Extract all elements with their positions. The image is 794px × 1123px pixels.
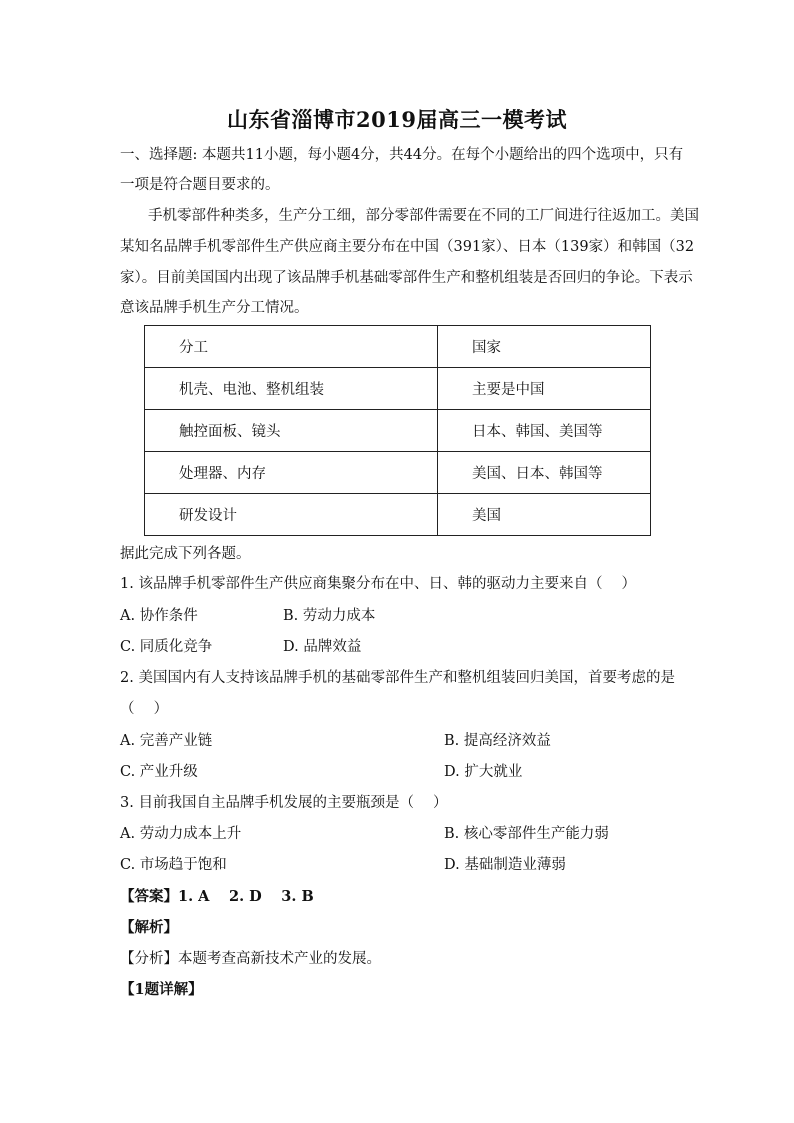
page-title: 山东省淄博市2019届高三一模考试 [227,107,567,132]
table-row [145,452,651,494]
question-1-option-d: D. 品牌效益 [283,639,362,655]
detail-heading: 【1题详解】 [120,981,203,998]
table-cell: 机壳、电池、整机组装 [145,368,438,410]
question-1-stem: 1. 该品牌手机零部件生产供应商集聚分布在中、日、韩的驱动力主要来自（ ） [120,576,637,592]
question-1-option-b: B. 劳动力成本 [283,608,376,624]
question-2-option-d: D. 扩大就业 [444,764,523,780]
table-row [145,410,651,452]
question-3-option-c: C. 市场趋于饱和 [120,857,227,873]
question-3-option-d: D. 基础制造业薄弱 [444,857,566,873]
question-2-stem-line-1: 2. 美国国内有人支持该品牌手机的基础零部件生产和整机组装回归美国，首要考虑的是 [120,670,675,686]
division-table [144,325,651,536]
question-3-stem: 3. 目前我国自主品牌手机发展的主要瓶颈是（ ） [120,795,448,811]
analysis-text: 【分析】本题考查高新技术产业的发展。 [120,951,381,967]
question-3-option-b: B. 核心零部件生产能力弱 [444,826,609,842]
passage-line-1: 手机零部件种类多，生产分工细，部分零部件需要在不同的工厂间进行往返加工。美国 [148,208,699,224]
question-1-option-c: C. 同质化竞争 [120,639,213,655]
question-1-option-a: A. 协作条件 [120,608,198,624]
table-header-cell: 分工 [145,326,438,368]
question-3-option-a: A. 劳动力成本上升 [120,826,242,842]
analysis-heading: 【解析】 [120,919,178,936]
table-cell: 主要是中国 [438,368,651,410]
table-cell: 处理器、内存 [145,452,438,494]
table-cell: 触控面板、镜头 [145,410,438,452]
table-cell: 日本、韩国、美国等 [438,410,651,452]
table-cell: 美国 [438,494,651,536]
question-2-option-c: C. 产业升级 [120,764,198,780]
passage-line-4: 意该品牌手机生产分工情况。 [120,300,309,316]
table-header-row [145,326,651,368]
passage-line-2: 某知名品牌手机零部件生产供应商主要分布在中国（391家）、日本（139家）和韩国（32 [120,239,695,255]
question-2-option-a: A. 完善产业链 [120,733,213,749]
table-header-cell: 国家 [438,326,651,368]
question-2-option-b: B. 提高经济效益 [444,733,551,749]
table-row [145,368,651,410]
question-2-stem-line-2: （ ） [120,701,169,717]
answer-line: 【答案】1. A 2. D 3. B [120,888,314,905]
intro-line-2: 一项是符合题目要求的。 [120,177,280,193]
instruction-text: 据此完成下列各题。 [120,546,251,562]
table-cell: 研发设计 [145,494,438,536]
table-row [145,494,651,536]
intro-line-1: 一、选择题: 本题共11小题，每小题4分，共44分。在每个小题给出的四个选项中，只有 [120,147,684,163]
table-cell: 美国、日本、韩国等 [438,452,651,494]
passage-line-3: 家）。目前美国国内出现了该品牌手机基础零部件生产和整机组装是否回归的争论。下表示 [120,270,693,286]
